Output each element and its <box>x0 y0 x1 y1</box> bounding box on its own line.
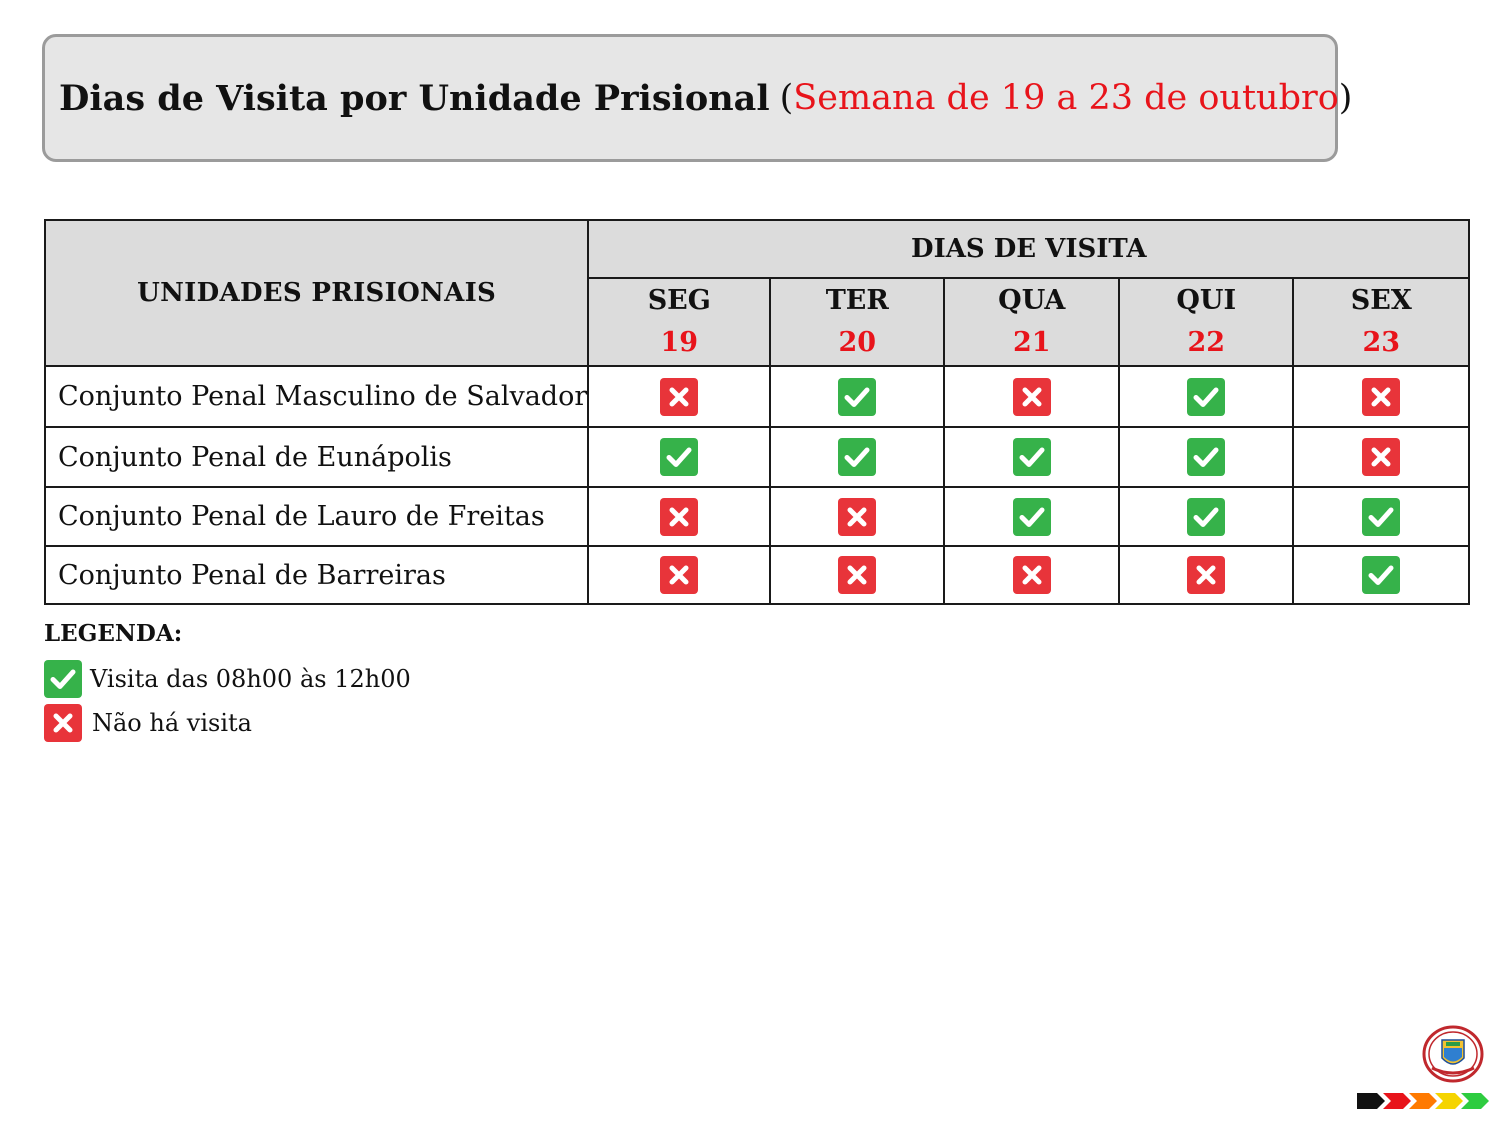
check-icon <box>1187 378 1225 416</box>
visit-cell-qua <box>944 487 1119 546</box>
title-week-range: Semana de 19 a 23 de outubro <box>793 78 1339 118</box>
check-icon <box>1013 438 1051 476</box>
table-row <box>45 427 1469 487</box>
day-name: SEG <box>647 285 711 317</box>
check-icon <box>838 378 876 416</box>
legend-item-no-visit <box>44 701 411 745</box>
arrow-chevron-shape <box>1383 1093 1411 1109</box>
visit-cell-sex <box>1293 487 1469 546</box>
visit-cell-ter <box>770 427 944 487</box>
legend-visit-label: Visita das 08h00 às 12h00 <box>90 665 411 693</box>
unit-name: Conjunto Penal Masculino de Salvador <box>45 366 588 427</box>
check-icon <box>1187 438 1225 476</box>
day-date: 23 <box>1362 327 1401 358</box>
check-icon <box>1013 498 1051 536</box>
day-date: 22 <box>1187 327 1226 358</box>
visit-schedule-table <box>44 219 1470 605</box>
check-icon <box>1362 556 1400 594</box>
decorative-arrow-strip <box>1357 1093 1489 1111</box>
schedule-body <box>45 366 1469 604</box>
arrow-chevron-shape <box>1357 1093 1385 1109</box>
arrow-chevron-shape <box>1461 1093 1489 1109</box>
visit-cell-seg <box>588 427 770 487</box>
unit-name: Conjunto Penal de Eunápolis <box>45 427 588 487</box>
cross-icon <box>1013 556 1051 594</box>
legend-item-visit <box>44 657 411 701</box>
visit-cell-qui <box>1119 546 1293 604</box>
day-date: 21 <box>1012 327 1051 358</box>
arrow-chevron-shape <box>1435 1093 1463 1109</box>
unit-name: Conjunto Penal de Lauro de Freitas <box>45 487 588 546</box>
cross-icon <box>660 556 698 594</box>
visit-cell-qua <box>944 366 1119 427</box>
visit-cell-ter <box>770 487 944 546</box>
visit-cell-qui <box>1119 427 1293 487</box>
day-date: 19 <box>660 327 699 358</box>
table-row <box>45 487 1469 546</box>
day-header-ter <box>770 278 944 366</box>
visit-cell-seg <box>588 546 770 604</box>
cross-icon <box>838 498 876 536</box>
cross-icon <box>660 498 698 536</box>
title-close-paren: ) <box>1338 78 1353 118</box>
unit-name: Conjunto Penal de Barreiras <box>45 546 588 604</box>
day-header-seg <box>588 278 770 366</box>
day-name: TER <box>825 285 889 317</box>
check-icon <box>660 438 698 476</box>
day-name: SEX <box>1350 285 1412 317</box>
check-icon <box>1362 498 1400 536</box>
check-icon <box>44 660 82 698</box>
visit-cell-ter <box>770 546 944 604</box>
cross-icon <box>1187 556 1225 594</box>
day-name: QUI <box>1176 285 1237 317</box>
cross-icon <box>1362 438 1400 476</box>
legend-no-visit-label: Não há visita <box>92 709 252 737</box>
table-row <box>45 366 1469 427</box>
visit-cell-sex <box>1293 546 1469 604</box>
visit-cell-qua <box>944 427 1119 487</box>
units-column-header: UNIDADES PRISIONAIS <box>45 220 588 366</box>
visit-cell-seg <box>588 487 770 546</box>
day-date: 20 <box>838 327 877 358</box>
cross-icon <box>660 378 698 416</box>
title-open-paren: ( <box>779 78 794 118</box>
legend <box>44 620 411 745</box>
check-icon <box>838 438 876 476</box>
day-name: QUA <box>998 285 1066 317</box>
visit-cell-qua <box>944 546 1119 604</box>
day-header-qui <box>1119 278 1293 366</box>
page-title: Dias de Visita por Unidade Prisional <box>59 77 770 119</box>
visit-cell-qui <box>1119 366 1293 427</box>
check-icon <box>1187 498 1225 536</box>
visit-cell-sex <box>1293 427 1469 487</box>
legend-title: LEGENDA: <box>44 620 183 647</box>
day-header-sex <box>1293 278 1469 366</box>
visit-cell-ter <box>770 366 944 427</box>
cross-icon <box>1362 378 1400 416</box>
title-banner <box>42 34 1353 162</box>
visit-cell-seg <box>588 366 770 427</box>
cross-icon <box>1013 378 1051 416</box>
institution-seal-logo <box>1422 1024 1484 1084</box>
table-row <box>45 546 1469 604</box>
day-header-qua <box>944 278 1119 366</box>
visit-cell-qui <box>1119 487 1293 546</box>
arrow-chevron-shape <box>1409 1093 1437 1109</box>
visit-cell-sex <box>1293 366 1469 427</box>
cross-icon <box>838 556 876 594</box>
cross-icon <box>44 704 82 742</box>
days-group-header: DIAS DE VISITA <box>588 220 1469 278</box>
